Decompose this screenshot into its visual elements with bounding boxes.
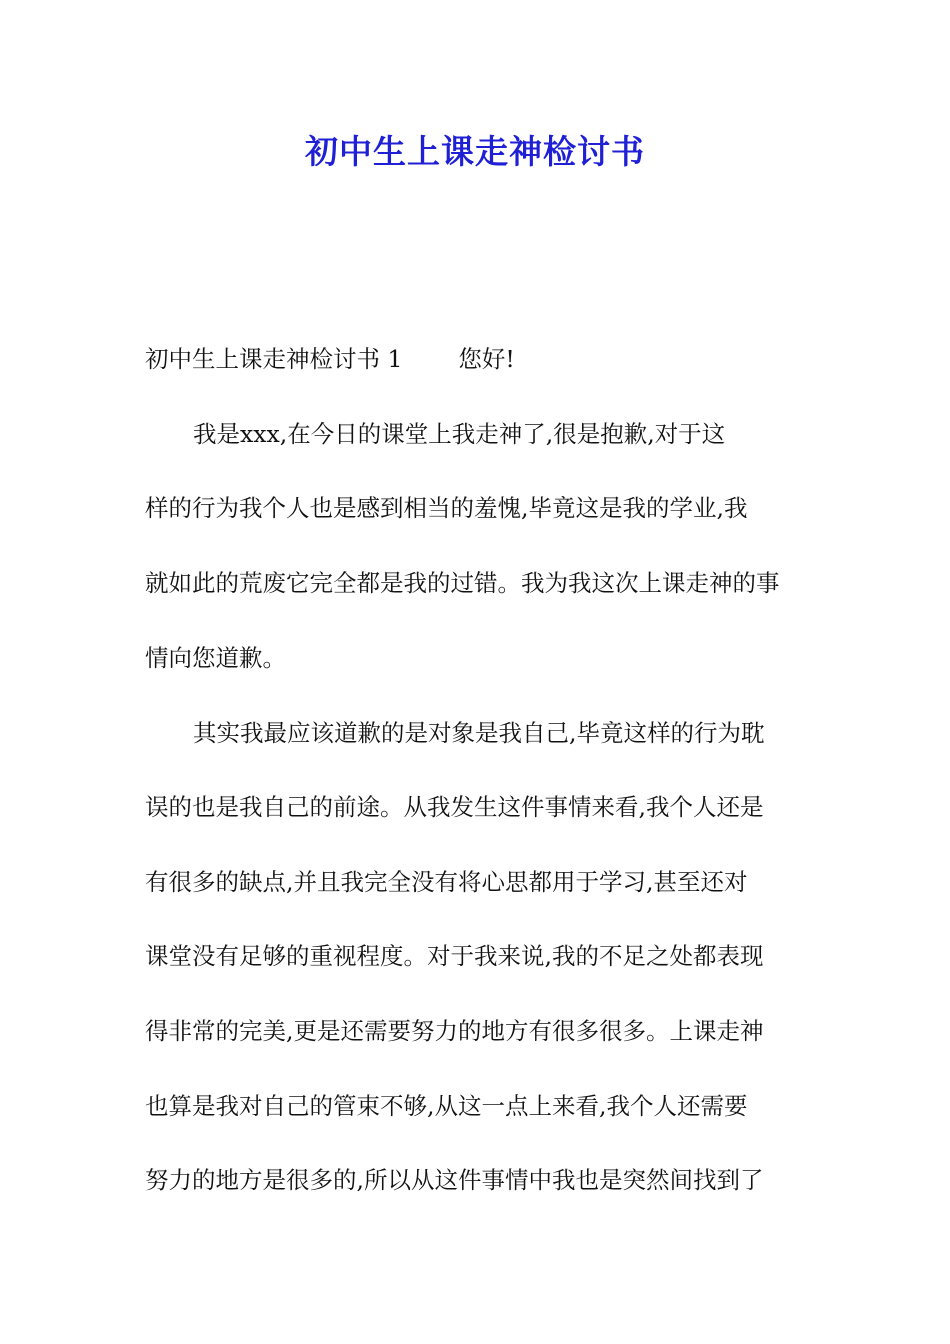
heading-label: 初中生上课走神检讨书 1: [145, 345, 403, 373]
paragraph-2-line-5: 得非常的完美,更是还需要努力的地方有很多很多。上课走神: [145, 1017, 764, 1045]
document-title: 初中生上课走神检讨书: [305, 132, 645, 171]
paragraph-2-line-3: 有很多的缺点,并且我完全没有将心思都用于学习,甚至还对: [145, 868, 748, 896]
heading-line: [145, 341, 810, 377]
greeting: 您好!: [458, 345, 515, 373]
paragraph-2-line-7: 努力的地方是很多的,所以从这件事情中我也是突然间找到了: [145, 1166, 764, 1194]
paragraph-1-line-2: 样的行为我个人也是感到相当的羞愧,毕竟这是我的学业,我: [145, 494, 748, 522]
paragraph-2-line-4: 课堂没有足够的重视程度。对于我来说,我的不足之处都表现: [145, 942, 764, 970]
paragraph-2-line-6: 也算是我对自己的管束不够,从这一点上来看,我个人还需要: [145, 1092, 748, 1120]
paragraph-2-line-2: 误的也是我自己的前途。从我发生这件事情来看,我个人还是: [145, 793, 764, 821]
paragraph-1-line-4: 情向您道歉。: [145, 644, 286, 672]
paragraph-2-line-1: 其实我最应该道歉的是对象是我自己,毕竟这样的行为耽: [193, 719, 765, 747]
paragraph-1-line-3: 就如此的荒废它完全都是我的过错。我为我这次上课走神的事: [145, 569, 780, 597]
paragraph-1-line-1: 我是xxx,在今日的课堂上我走神了,很是抱歉,对于这: [193, 420, 726, 448]
